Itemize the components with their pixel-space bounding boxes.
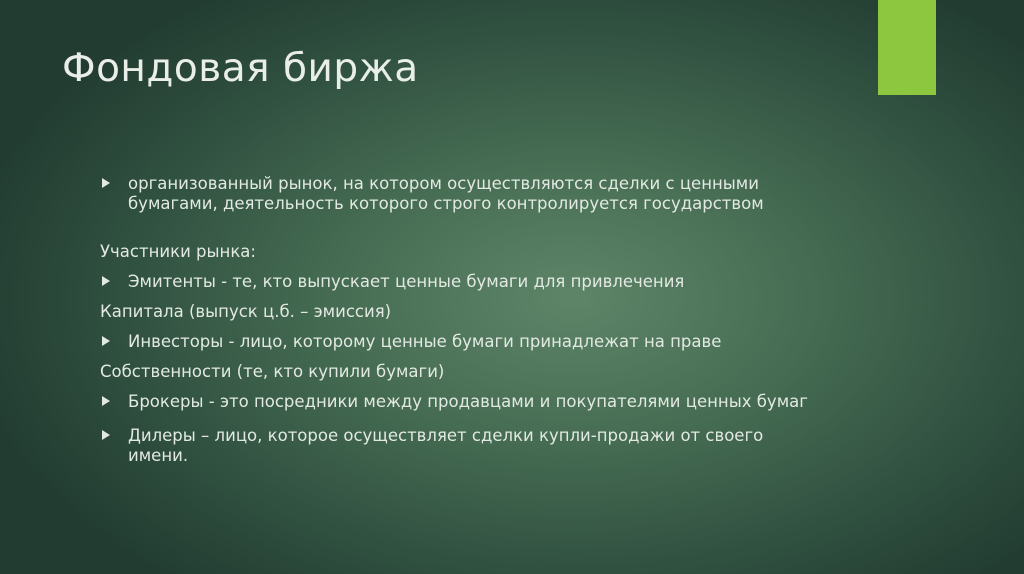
slide-content: [100, 174, 860, 466]
dealers-text: Дилеры – лицо, которое осуществляет сделки купли-продажи от своего имени.: [128, 426, 764, 465]
triangle-right-icon: [102, 430, 110, 440]
definition-text: организованный рынок, на котором осуществляются сделки с ценными бумагами, деятельность которого строго контролируется государством: [128, 174, 764, 213]
bullet-emitents: [100, 272, 860, 292]
investors-continuation: Собственности (те, кто купили бумаги): [100, 362, 445, 381]
bullet-investors: [100, 332, 860, 352]
triangle-right-icon: [102, 396, 110, 406]
participants-heading: Участники рынка:: [100, 242, 256, 261]
accent-bar: [878, 0, 936, 95]
emitents-text: Эмитенты - те, кто выпускает ценные бумаги для привлечения: [128, 272, 685, 291]
triangle-right-icon: [102, 336, 110, 346]
bullet-brokers: [100, 392, 828, 412]
brokers-text: Брокеры - это посредники между продавцами и покупателями ценных бумаг: [128, 392, 808, 411]
investors-text: Инвесторы - лицо, которому ценные бумаги принадлежат на праве: [128, 332, 722, 351]
triangle-right-icon: [102, 276, 110, 286]
emitents-continuation: Капитала (выпуск ц.б. – эмиссия): [100, 302, 392, 321]
slide-title: Фондовая биржа: [62, 46, 419, 91]
triangle-right-icon: [102, 178, 110, 188]
bullet-dealers: [100, 426, 828, 466]
bullet-definition: [100, 174, 828, 214]
